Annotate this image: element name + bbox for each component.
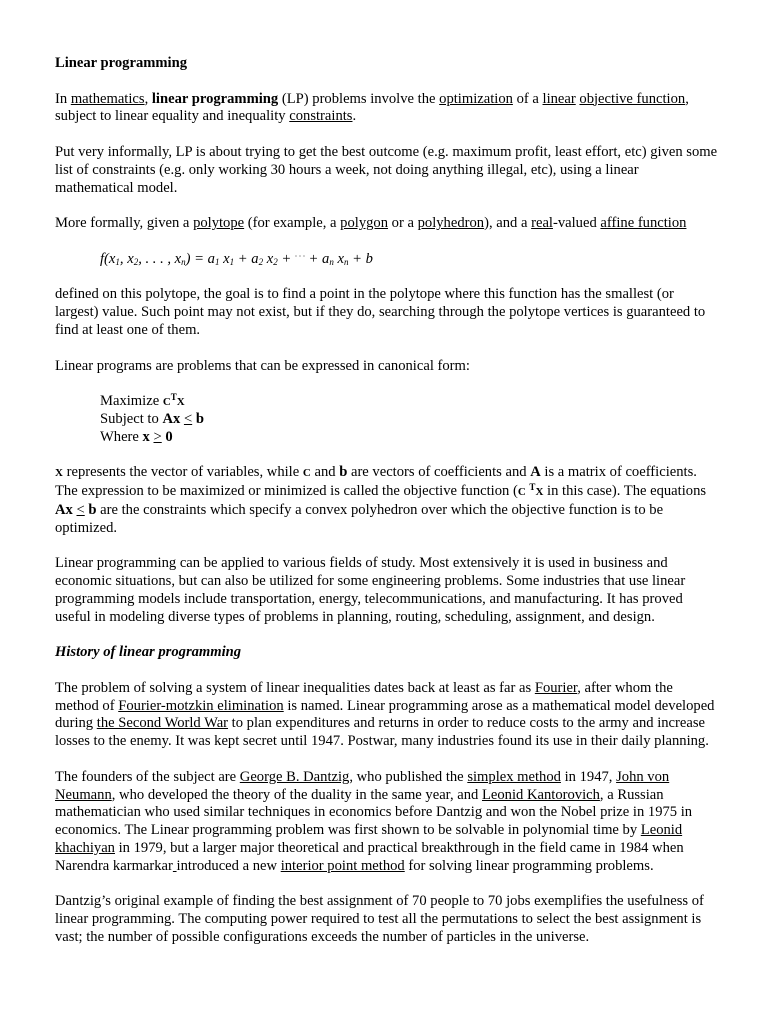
text-run: ), and a [484, 215, 532, 232]
vector-b: b [339, 464, 348, 481]
founders-paragraph [55, 769, 720, 876]
text-run: , a Russian mathematician who used similar techniques in economics before Dantzig and won the Nobel prize in 1975 in economics. The Linear programming problem was first shown to be solvable in polynomial time by [55, 786, 693, 839]
formula-part: x [263, 250, 274, 267]
link-george-dantzig[interactable]: George B. Dantzig [239, 768, 350, 785]
vector-b: b [88, 501, 97, 518]
link-objective-function[interactable]: objective function [579, 90, 686, 107]
formula-part: x [333, 250, 344, 267]
transpose-mark: T [170, 392, 177, 403]
formula-subscript: 2 [133, 256, 139, 267]
formula-part: + b [348, 250, 373, 267]
text-run: of a [512, 90, 543, 107]
formula-subscript: 1 [229, 256, 235, 267]
text-run: or a [388, 215, 418, 232]
link-optimization[interactable]: optimization [439, 90, 513, 107]
link-interior-point-method[interactable]: interior point method [280, 857, 405, 874]
text-run: , who published the [349, 768, 468, 785]
text-run: in 1979, but a larger major theoretical and practical breakthrough in the field came in 1984 when Narendra karmarkar [55, 840, 684, 874]
vector-b: b [195, 410, 204, 427]
text-run: Subject to [100, 410, 163, 427]
informal-paragraph: Put very informally, LP is about trying to get the best outcome (e.g. maximum profit, least effort, etc) given some list of constraints (e.g. only working 30 hours a week, not doing anything illegal, etc), using a linear mathematical model. [55, 143, 718, 196]
text-run: is named. Linear programming arose as a mathematical model developed during [55, 697, 715, 732]
history-paragraph [55, 680, 720, 751]
canonical-form-block [100, 393, 720, 446]
canonical-intro-paragraph: Linear programs are problems that can be expressed in canonical form: [55, 357, 470, 374]
link-polygon[interactable]: polygon [340, 215, 389, 232]
text-run: The founders of the subject are [55, 768, 240, 785]
text-run: are vectors of coefficients and [347, 464, 531, 481]
link-leonid-kantorovich[interactable]: Leonid Kantorovich [481, 786, 600, 803]
link-affine-function[interactable]: affine function [600, 215, 687, 232]
text-run: In [55, 90, 71, 107]
less-equal-sign: < [183, 410, 193, 427]
text-run: . [352, 108, 357, 125]
link-polytope[interactable]: polytope [193, 215, 245, 232]
canonical-line-subject-to [100, 411, 720, 429]
vector-c: C [162, 396, 171, 409]
formula-subscript: n [181, 256, 186, 267]
intro-paragraph [55, 91, 720, 127]
formula-part: + a [234, 250, 259, 267]
canonical-line-where [100, 429, 720, 447]
vector-x: X [176, 396, 185, 409]
formula-subscript: 2 [258, 256, 264, 267]
transpose-mark: T [529, 482, 536, 493]
affine-function-formula [100, 251, 720, 269]
text-run: and [310, 464, 340, 481]
link-fourier-motzkin-elimination[interactable]: Fourier-motzkin elimination [118, 697, 284, 714]
vector-x: x [142, 428, 150, 445]
link-polyhedron[interactable]: polyhedron [417, 215, 485, 232]
link-constraints[interactable]: constraints [289, 108, 353, 125]
text-run: in 1947, [560, 768, 617, 785]
link-mathematics[interactable]: mathematics [70, 90, 145, 107]
applications-paragraph: Linear programming can be applied to various fields of study. Most extensively it is used in business and economic situations, but can also be utilized for some engineering problems. Some industries that use linear programming models include transportation, energy, telecommunications, and manufacturing. It has proved useful in modeling diverse types of problems in planning, routing, scheduling, assignment, and design. [55, 555, 686, 625]
text-run: Maximize [100, 393, 163, 410]
formula-subscript: n [343, 256, 349, 267]
vector-c: C [302, 467, 311, 480]
text-run: Where [100, 428, 143, 445]
text-run: -valued [552, 215, 601, 232]
vector-x: X [55, 467, 63, 480]
formula-subscript: 2 [273, 256, 278, 267]
text-run: introduced a new [176, 857, 281, 874]
text-run: (LP) problems involve the [278, 90, 440, 107]
canonical-line-maximize [100, 393, 720, 411]
dantzig-example-paragraph: Dantzig’s original example of finding the best assignment of 70 people to 70 jobs exemplifies the usefulness of linear programming. The computing power required to test all the permutations to select the best assignment is vast; the number of possible configurations exceeds the number of particles in the universe. [55, 893, 704, 946]
text-run: are the constraints which specify a convex polyhedron over which the objective function is to be optimized. [55, 501, 664, 536]
text-run: (for example, a [244, 215, 341, 232]
formula-part: + [277, 250, 295, 267]
zero-vector: 0 [165, 428, 173, 445]
history-heading: History of linear programming [55, 644, 242, 661]
link-leonid-khachiyan[interactable]: Leonid khachiyan [55, 822, 683, 857]
link-real[interactable]: real [531, 215, 553, 232]
formula-subscript: 1 [214, 256, 220, 267]
less-equal-sign: < [76, 501, 85, 518]
text-run: for solving linear programming problems. [404, 857, 654, 874]
link-john-von-neumann[interactable]: John von Neumann [55, 768, 670, 803]
vector-c: C [517, 486, 526, 499]
matrix-a: A [530, 464, 541, 481]
variables-paragraph [55, 464, 720, 537]
text-run: More formally, given a [55, 215, 194, 232]
formula-ellipsis: · · · [294, 251, 305, 261]
vector-x: X [535, 486, 544, 499]
formula-part: f(x [100, 250, 116, 267]
formula-part: ) = a [185, 250, 215, 267]
formula-subscript: 1 [115, 256, 120, 267]
link-fourier[interactable]: Fourier [534, 679, 578, 696]
formula-subscript: n [329, 256, 334, 267]
term-linear-programming: linear programming [151, 90, 279, 107]
formula-part: , . . . , x [138, 250, 182, 267]
formula-part: + a [304, 250, 330, 267]
text-run: , after whom the method of [55, 679, 673, 714]
formula-part: , x [119, 250, 134, 267]
greater-equal-sign: > [153, 428, 162, 445]
text-run: The problem of solving a system of linear inequalities dates back at least as far as [55, 679, 535, 696]
text-run: , who developed the theory of the duality in the same year, and [111, 786, 482, 803]
formula-part: x [219, 250, 230, 267]
formal-paragraph [55, 215, 720, 233]
link-second-world-war[interactable]: the Second World War [96, 715, 229, 732]
document-title: Linear programming [55, 55, 188, 71]
text-run: , [144, 90, 152, 107]
link-simplex-method[interactable]: simplex method [467, 768, 561, 785]
matrix-ax: Ax [55, 501, 73, 518]
matrix-ax: Ax [162, 410, 181, 427]
text-run: represents the vector of variables, while [62, 464, 303, 481]
text-run: in this case). The equations [543, 483, 707, 500]
link-linear[interactable]: linear [542, 90, 576, 107]
text-run: , subject to linear equality and inequality [55, 90, 689, 125]
goal-paragraph: defined on this polytope, the goal is to find a point in the polytope where this function has the smallest (or largest) value. Such point may not exist, but if they do, searching through the polytope vertices is guaranteed to find at least one of them. [55, 286, 706, 338]
text-run: to plan expenditures and returns in order to reduce costs to the army and increase losses to the enemy. It was kept secret until 1947. Postwar, many industries found its use in their daily planning. [55, 715, 709, 750]
text-run: is a matrix of coefficients. The expression to be maximized or minimized is called the objective function ( [55, 464, 697, 500]
